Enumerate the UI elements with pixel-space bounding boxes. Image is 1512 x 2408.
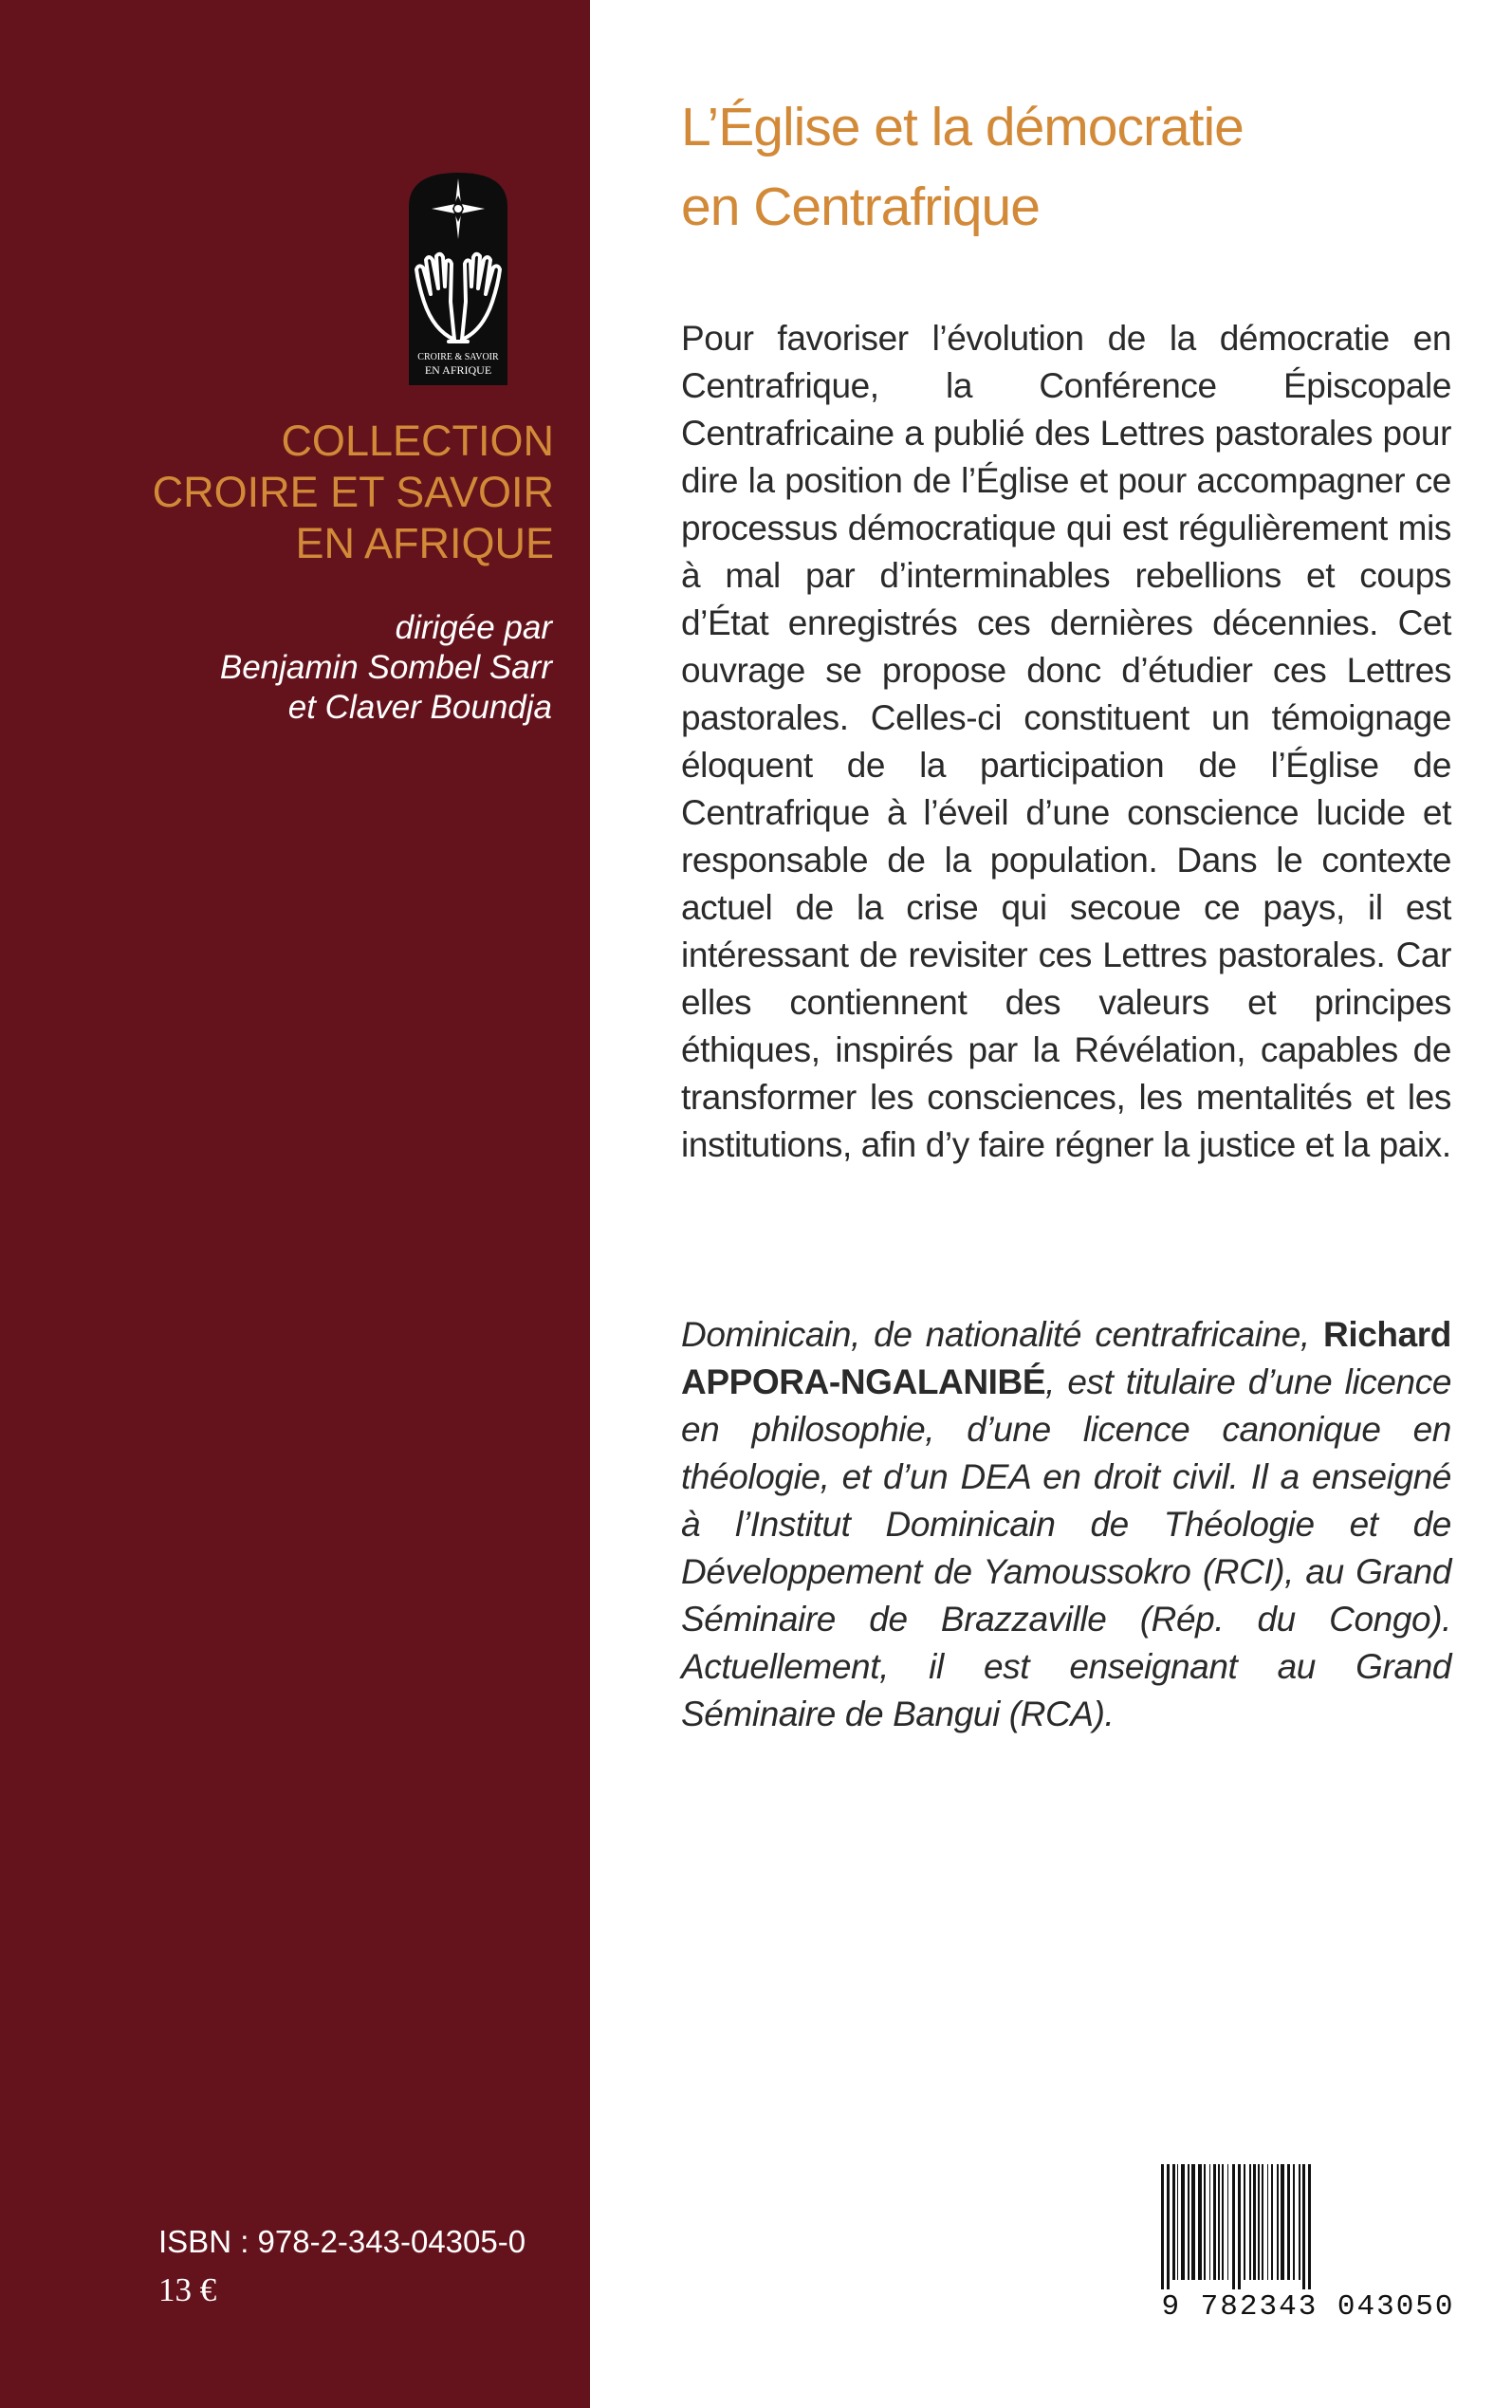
barcode-bar bbox=[1267, 2164, 1268, 2280]
collection-line-1: COLLECTION bbox=[281, 417, 554, 465]
logo-text-1: CROIRE & SAVOIR bbox=[417, 352, 499, 362]
price: 13 € bbox=[158, 2271, 217, 2308]
praying-hands-star-icon bbox=[405, 169, 511, 389]
book-summary: Pour favoriser l’évolution de la démocratie en Centrafrique, la Conférence Épiscopale Centrafricaine a publié des Lettres pastorales pour dire la position de l’Église et pour accompagner ce processus démocratique qui est régulièrement mis à mal par d’interminables rebellions et coups d’État enregistrés ces dernières décennies. Cet ouvrage se propose donc d’étudier ces Lettres pastorales. Celles-ci constituent un témoignage éloquent de la participation de l’Église de Centrafrique à l’éveil d’une conscience lucide et responsable de la population. Dans le contexte actuel de la crise qui secoue ce pays, il est intéressant de revisiter ces Lettres pastorales. Car elles contiennent des valeurs et principes éthiques, inspirés par la Révélation, capables de transformer les consciences, les mentalités et les institutions, afin d’y faire régner la justice et la paix. bbox=[681, 319, 1451, 1164]
collection-line-2: CROIRE ET SAVOIR bbox=[152, 468, 554, 516]
director-2: et Claver Boundja bbox=[287, 689, 552, 726]
director-1: Benjamin Sombel Sarr bbox=[219, 649, 552, 686]
barcode-bar bbox=[1204, 2164, 1206, 2280]
book-title-line-1: L’Église et la démocratie bbox=[681, 97, 1244, 157]
book-title bbox=[681, 87, 1244, 247]
logo-text-2: EN AFRIQUE bbox=[424, 363, 492, 377]
barcode-bar bbox=[1188, 2164, 1189, 2280]
barcode-bar bbox=[1262, 2164, 1263, 2280]
author-name: Richard APPORA-NGALANIBÉ bbox=[681, 1315, 1451, 1401]
barcode-bar bbox=[1258, 2164, 1260, 2280]
isbn: ISBN : 978-2-343-04305-0 bbox=[158, 2224, 526, 2259]
book-title-line-2: en Centrafrique bbox=[681, 176, 1040, 237]
barcode-bar bbox=[1181, 2164, 1185, 2280]
barcode-bar bbox=[1172, 2164, 1175, 2280]
collection-panel bbox=[0, 0, 590, 2408]
barcode-bar bbox=[1253, 2164, 1256, 2280]
barcode-bar bbox=[1249, 2164, 1251, 2280]
barcode-bar bbox=[1218, 2164, 1220, 2280]
barcode-bar bbox=[1308, 2164, 1311, 2289]
collection-directors bbox=[59, 608, 552, 728]
collection-name bbox=[61, 416, 554, 569]
barcode-bar bbox=[1161, 2164, 1164, 2289]
barcode-bar bbox=[1198, 2164, 1202, 2280]
barcode-bar bbox=[1177, 2164, 1178, 2280]
bio-rest: , est titulaire d’une licence en philosophie, d’une licence canonique en théologie, et d’un DEA en droit civil. Il a enseigné à l’Institut Dominicain de Théologie et de Développement de Yamoussokro (RCI), au Grand Séminaire de Brazzaville (Rép. du Congo). Actuellement, il est enseignant au Grand Séminaire de Bangui (RCA). bbox=[681, 1362, 1451, 1733]
barcode-bar bbox=[1302, 2164, 1305, 2289]
barcode-bar bbox=[1222, 2164, 1224, 2280]
barcode-bar bbox=[1293, 2164, 1295, 2280]
barcode-bar bbox=[1227, 2164, 1228, 2280]
barcode-bar bbox=[1209, 2164, 1210, 2280]
barcode-bars bbox=[1153, 2164, 1462, 2289]
directed-by-label: dirigée par bbox=[395, 609, 552, 646]
barcode-bar bbox=[1213, 2164, 1216, 2280]
barcode-bar bbox=[1191, 2164, 1195, 2280]
collection-logo bbox=[405, 169, 511, 389]
barcode-bar bbox=[1232, 2164, 1235, 2289]
author-bio bbox=[681, 1311, 1451, 1738]
barcode-bar bbox=[1287, 2164, 1290, 2280]
collection-line-3: EN AFRIQUE bbox=[295, 519, 554, 567]
barcode-bar bbox=[1244, 2164, 1245, 2280]
barcode-bar bbox=[1277, 2164, 1279, 2280]
barcode-bar bbox=[1238, 2164, 1241, 2289]
barcode-bar bbox=[1299, 2164, 1300, 2280]
barcode-digits: 9 782343 043050 bbox=[1152, 2290, 1465, 2324]
barcode-bar bbox=[1167, 2164, 1170, 2289]
barcode-bar bbox=[1271, 2164, 1273, 2280]
barcode-bar bbox=[1281, 2164, 1284, 2280]
bio-intro: Dominicain, de nationalité centrafricaine, bbox=[681, 1315, 1310, 1354]
